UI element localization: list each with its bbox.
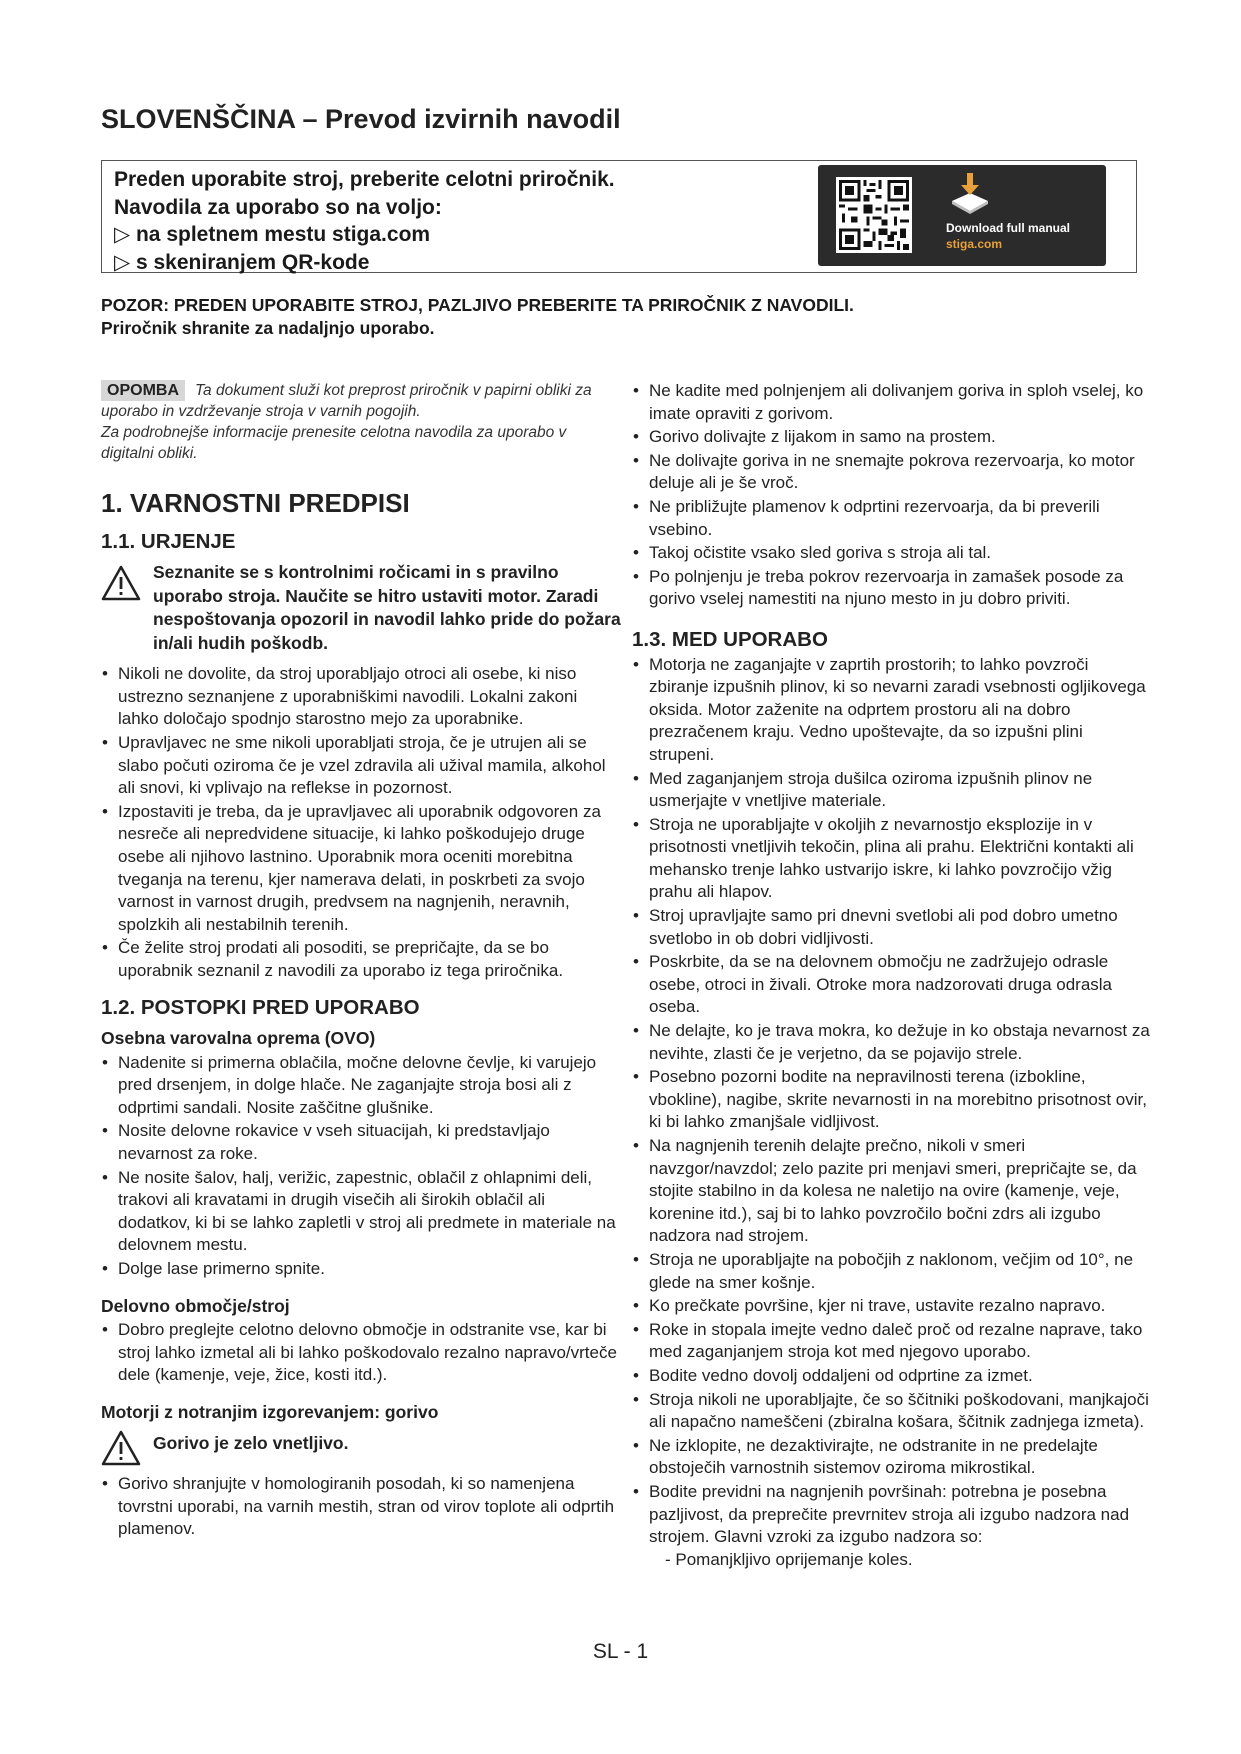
- list-item: • Ne izklopite, ne dezaktivirajte, ne odstranite in ne predelajte obstoječih varnostnih sistemov oziroma mikrostikal.: [632, 1435, 1152, 1480]
- list-item: • Nosite delovne rokavice v vseh situacijah, ki predstavljajo nevarnost za roke.: [101, 1120, 621, 1165]
- caution-notice: [101, 294, 854, 340]
- list-item: • Stroja nikoli ne uporabljajte, če so ščitniki poškodovani, manjkajoči ali napačno nameščeni (zbiralna košara, ščitnik zadnjega izmeta).: [632, 1389, 1152, 1434]
- list-item: • Upravljavec ne sme nikoli uporabljati stroja, če je utrujen ali se slabo počuti oziroma če je vzel zdravila ali užival mamila, alkohol ali snovi, ki vplivajo na reflekse in pozornost.: [101, 732, 621, 800]
- list-item: • Gorivo dolivajte z lijakom in samo na prostem.: [632, 426, 1152, 449]
- list-item: • Ne nosite šalov, halj, verižic, zapestnic, oblačil z ohlapnimi deli, trakovi ali kravatami in drugih visečih ali širokih oblačil ali dodatkov, ki bi se lahko zapletli v stroj ali predmete in materiale na delovnem mestu.: [101, 1167, 621, 1257]
- list-item: • Stroj upravljajte samo pri dnevni svetlobi ali pod dobro umetno svetlobo in ob dobri vidljivosti.: [632, 905, 1152, 950]
- training-warning: [101, 561, 621, 655]
- list-item: • Ne delajte, ko je trava mokra, ko dežuje in ko obstaja nevarnost za nevihte, zlasti če je verjetno, da se pojavijo strele.: [632, 1020, 1152, 1065]
- subsection-heading: 1.1. URJENJE: [101, 529, 236, 553]
- warning-text: Gorivo je zelo vnetljivo.: [153, 1432, 349, 1453]
- list-item: • Dobro preglejte celotno delovno območje in odstranite vse, kar bi stroj lahko izmetal ali bi lahko poškodovalo rezalno napravo/vrteče dele (kamenje, veje, žice, kosti itd.).: [101, 1319, 621, 1387]
- qr-code-icon[interactable]: [836, 177, 912, 253]
- fuel-list-continued: [632, 380, 1152, 611]
- subheading: Motorji z notranjim izgorevanjem: gorivo: [101, 1402, 439, 1422]
- list-item: • Če želite stroj prodati ali posoditi, se prepričajte, da se bo uporabnik seznanil z navodili za uporabo iz tega priročnika.: [101, 937, 621, 982]
- list-item: • Dolge lase primerno spnite.: [101, 1258, 621, 1281]
- notice-line: ▷ s skeniranjem QR-kode: [114, 250, 370, 274]
- download-book-icon: [946, 171, 994, 219]
- during-use-list: [632, 654, 1152, 1549]
- subsection-heading: 1.3. MED UPORABO: [632, 627, 828, 651]
- list-item: • Poskrbite, da se na delovnem območju ne zadržujejo odrasle osebe, otroci in živali. Otroke mora nadzorovati druga odrasla oseba.: [632, 951, 1152, 1019]
- list-item: • Stroja ne uporabljajte na pobočjih z naklonom, večjim od 10°, ne glede na smer košnje.: [632, 1249, 1152, 1294]
- notice-line: ▷ na spletnem mestu stiga.com: [114, 223, 431, 246]
- list-item: • Ne približujte plamenov k odprtini rezervoarja, da bi preverili vsebino.: [632, 496, 1152, 541]
- manual-notice-box: [101, 160, 1137, 273]
- list-item: • Posebno pozorni bodite na nepravilnosti terena (izbokline, vbokline), nagibe, skrite nevarnosti in na morebitno prisotnost ovir, ki bi lahko zmanjšale vidljivost.: [632, 1066, 1152, 1134]
- note-block: [101, 380, 621, 464]
- section-heading: 1. VARNOSTNI PREDPISI: [101, 488, 410, 518]
- notice-line: Preden uporabite stroj, preberite celotni priročnik.: [114, 168, 615, 191]
- fuel-list: [101, 1473, 621, 1541]
- download-site-link[interactable]: stiga.com: [946, 237, 1003, 251]
- warning-triangle-icon: [101, 1430, 141, 1466]
- list-item: • Ko prečkate površine, kjer ni trave, ustavite rezalno napravo.: [632, 1295, 1152, 1318]
- fuel-warning: [101, 1426, 621, 1456]
- list-item: • Ne dolivajte goriva in ne snemajte pokrova rezervoarja, ko motor deluje ali je še vroč.: [632, 450, 1152, 495]
- training-list: [101, 663, 621, 982]
- list-item: • Motorja ne zaganjajte v zaprtih prostorih; to lahko povzroči zbiranje izpušnih plinov, ki so nevarni zaradi vsebnosti ogljikovega oksida. Motor zaženite na odprtem prostoru ali na dobro prezračenem kraju. Vedno upoštevajte, da so izpušni plini strupeni.: [632, 654, 1152, 767]
- ppe-list: [101, 1052, 621, 1281]
- warning-text: Seznanite se s kontrolnimi ročicami in s pravilno uporabo stroja. Naučite se hitro ustaviti motor. Zaradi nespoštovanja opozoril in navodil lahko pride do požara in/ali hudih poškodb.: [153, 562, 621, 653]
- list-item: • Po polnjenju je treba pokrov rezervoarja in zamašek posode za gorivo vselej namestiti na njuno mesto in ju dobro priviti.: [632, 566, 1152, 611]
- notice-lines: [114, 166, 615, 276]
- list-item: • Takoj očistite vsako sled goriva s stroja ali tal.: [632, 542, 1152, 565]
- list-item: • Nadenite si primerna oblačila, močne delovne čevlje, ki varujejo pred drsenjem, in dolge hlače. Ne zaganjajte stroja bosi ali z odprtimi sandali. Nosite zaščitne glušnike.: [101, 1052, 621, 1120]
- list-item: • Bodite previdni na nagnjenih površinah: potrebna je posebna pazljivost, da preprečite prevrnitev stroja ali izgubo nadzora nad strojem. Glavni vzroki za izgubo nadzora so:: [632, 1481, 1152, 1549]
- note-tag: OPOMBA: [101, 380, 185, 401]
- download-label: Download full manual: [946, 221, 1071, 235]
- list-item: • Stroja ne uporabljajte v okoljih z nevarnostjo eksplozije in v prisotnosti vnetljivih tekočin, plina ali prahu. Električni kontakti ali mehansko trenje lahko ustvarijo iskre, ki lahko povzročijo vžig prahu ali hlapov.: [632, 814, 1152, 904]
- notice-line: Navodila za uporabo so na voljo:: [114, 195, 442, 219]
- sub-list-item: - Pomanjkljivo oprijemanje koles.: [665, 1549, 913, 1569]
- download-manual-badge[interactable]: [818, 165, 1106, 266]
- list-item: • Na nagnjenih terenih delajte prečno, nikoli v smeri navzgor/navzdol; zelo pazite pri menjavi smeri, prepričajte se, da stojite stabilno in da kolesa ne naletijo na ovire (kamenje, veje, korenine itd.), saj bi to lahko povzročilo bočni zdrs ali izgubo nadzora nad strojem.: [632, 1135, 1152, 1248]
- note-text: Za podrobnejše informacije prenesite celotna navodila za uporabo v digitalni obliki.: [101, 424, 567, 462]
- subheading: Delovno območje/stroj: [101, 1295, 290, 1316]
- right-column: [632, 380, 1152, 1571]
- caution-line: Priročnik shranite za nadaljnjo uporabo.: [101, 318, 435, 338]
- left-column: [101, 380, 621, 1555]
- warning-triangle-icon: [101, 565, 141, 601]
- page-number: SL - 1: [592, 1640, 649, 1663]
- caution-line: POZOR: PREDEN UPORABITE STROJ, PAZLJIVO PREBERITE TA PRIROČNIK Z NAVODILI.: [101, 295, 854, 315]
- document-title: SLOVENŠČINA – Prevod izvirnih navodil: [101, 104, 621, 134]
- list-item: • Ne kadite med polnjenjem ali dolivanjem goriva in sploh vselej, ko imate opraviti z gorivom.: [632, 380, 1152, 425]
- list-item: • Gorivo shranjujte v homologiranih posodah, ki so namenjena tovrstni uporabi, na varnih mestih, stran od virov toplote ali odprtih plamenov.: [101, 1473, 621, 1541]
- subheading: Osebna varovalna oprema (OVO): [101, 1028, 376, 1049]
- list-item: • Izpostaviti je treba, da je upravljavec ali uporabnik odgovoren za nesreče ali nepredvidene situacije, ki lahko poškodujejo druge osebe ali njihovo lastnino. Uporabnik mora oceniti morebitna tveganja na terenu, kjer namerava delati, in poskrbeti za svojo varnost in varnost drugih, predvsem na nagnjenih, neravnih, spolzkih ali nestabilnih terenih.: [101, 801, 621, 937]
- work-area-list: [101, 1319, 621, 1387]
- list-item: • Roke in stopala imejte vedno daleč proč od rezalne naprave, tako med zaganjanjem stroja kot med njegovo uporabo.: [632, 1319, 1152, 1364]
- note-text: Ta dokument služi kot preprost priročnik v papirni obliki za uporabo in vzdrževanje stroja v varnih pogojih.: [101, 382, 592, 420]
- subsection-heading: 1.2. POSTOPKI PRED UPORABO: [101, 995, 420, 1019]
- list-item: • Bodite vedno dovolj oddaljeni od odprtine za izmet.: [632, 1365, 1152, 1388]
- list-item: • Nikoli ne dovolite, da stroj uporabljajo otroci ali osebe, ki niso ustrezno seznanjene z uporabniškimi navodili. Lokalni zakoni lahko določajo spodnjo starostno mejo za uporabnike.: [101, 663, 621, 731]
- list-item: • Med zaganjanjem stroja dušilca oziroma izpušnih plinov ne usmerjajte v vnetljive materiale.: [632, 768, 1152, 813]
